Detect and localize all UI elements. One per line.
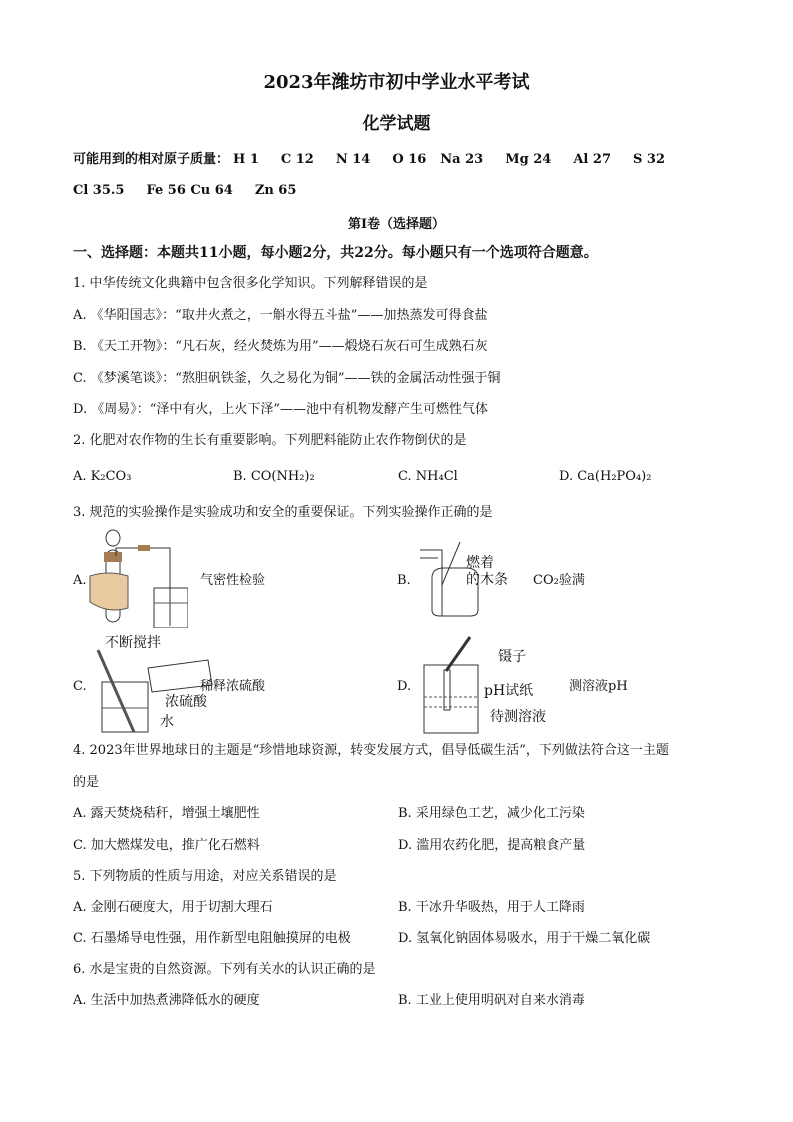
q2-option-b (233, 468, 315, 486)
water-label: 水 (160, 714, 174, 730)
q3-option-c-label: C. (73, 679, 87, 694)
option-label: C. (398, 469, 412, 484)
mass: S 32 (633, 152, 666, 167)
formula: Ca(H₂PO₄)₂ (577, 469, 652, 484)
mass: Zn 65 (254, 183, 297, 198)
formula: NH₄Cl (415, 469, 458, 484)
option-label: A. (73, 469, 87, 484)
dilute-acid-figure (88, 640, 218, 735)
part-title: 第Ⅰ卷（选择题） (347, 217, 446, 232)
mass: Al 27 (573, 152, 611, 167)
q2-stem: 2. 化肥对农作物的生长有重要影响。下列肥料能防止农作物倒伏的是 (73, 433, 467, 448)
section-title: 一、选择题：本题共11小题，每小题2分，共22分。每小题只有一个选项符合题意。 (73, 245, 598, 261)
q1-option-d: D. 《周易》：“泽中有火，上火下泽”——池中有机物发酵产生可燃性气体 (73, 402, 489, 417)
q3-option-b-label: B. (397, 573, 411, 588)
mass: O 16 (392, 152, 427, 167)
ph-test-figure (410, 635, 490, 735)
atomic-mass-line1 (73, 151, 687, 169)
q3-option-b-caption: CO₂验满 (533, 573, 585, 588)
formula: CO(NH₂)₂ (250, 469, 315, 484)
q1-stem: 1. 中华传统文化典籍中包含很多化学知识。下列解释错误的是 (73, 276, 428, 291)
burning-stick-label (466, 555, 508, 589)
page-title: 2023年潍坊市初中学业水平考试 (263, 72, 530, 93)
q1-option-c: C. 《梦溪笔谈》：“熬胆矾铁釜，久之易化为铜”——铁的金属活动性强于铜 (73, 371, 501, 386)
q1-option-a: A. 《华阳国志》：“取井火煮之，一斛水得五斗盐”——加热蒸发可得食盐 (73, 308, 488, 323)
mass: N 14 (335, 152, 371, 167)
q5-option-d: D. 氢氧化钠固体易吸水，用于干燥二氧化碳 (398, 931, 651, 946)
q3-option-a-label: A. (73, 573, 87, 588)
q2-option-d (559, 468, 651, 486)
q5-option-a: A. 金刚石硬度大，用于切割大理石 (73, 900, 273, 915)
q4-option-b: B. 采用绿色工艺，减少化工污染 (398, 806, 585, 821)
page-subtitle: 化学试题 (362, 114, 431, 134)
q3-option-a-caption: 气密性检验 (200, 573, 266, 588)
q5-option-c: C. 石墨烯导电性强，用作新型电阻触摸屏的电极 (73, 931, 351, 946)
q4-stem-cont: 的是 (73, 775, 100, 790)
q5-stem: 5. 下列物质的性质与用途，对应关系错误的是 (73, 869, 337, 884)
ph-paper-label: pH试纸 (484, 683, 534, 699)
q4-option-c: C. 加大燃煤发电，推广化石燃料 (73, 838, 260, 853)
q3-stem: 3. 规范的实验操作是实验成功和安全的重要保证。下列实验操作正确的是 (73, 505, 493, 520)
atomic-mass-label: 可能用到的相对原子质量： (73, 152, 230, 167)
q4-stem: 4. 2023年世界地球日的主题是“珍惜地球资源，转变发展方式，倡导低碳生活”，下列做法符合这一主题 (73, 743, 669, 758)
q1-option-b: B. 《天工开物》：“凡石灰，经火焚炼为用”——煅烧石灰石可生成熟石灰 (73, 339, 488, 354)
mass: Fe 56 Cu 64 (146, 183, 233, 198)
solution-label: 待测溶液 (490, 709, 546, 725)
q3-option-d-label: D. (397, 679, 412, 694)
mass: Cl 35.5 (73, 183, 125, 198)
mass: Na 23 (440, 152, 484, 167)
airtightness-test-figure (88, 528, 188, 628)
fig-label: 燃着 (466, 555, 494, 571)
stir-label: 不断搅拌 (105, 635, 161, 651)
option-label: D. (559, 469, 574, 484)
q4-option-a: A. 露天焚烧秸秆，增强土壤肥性 (73, 806, 260, 821)
q3-option-c-caption: 稀释浓硫酸 (200, 679, 266, 694)
tweezers-label: 镊子 (498, 649, 526, 665)
q2-option-a (73, 468, 131, 486)
q6-option-b: B. 工业上使用明矾对自来水消毒 (398, 993, 585, 1008)
formula: K₂CO₃ (90, 469, 132, 484)
q3-option-d-caption: 测溶液pH (569, 679, 628, 694)
q4-option-d: D. 滥用农药化肥，提高粮食产量 (398, 838, 586, 853)
conc-acid-label: 浓硫酸 (165, 694, 207, 710)
q5-option-b: B. 干冰升华吸热，用于人工降雨 (398, 900, 585, 915)
atomic-mass-line2 (73, 182, 318, 200)
option-label: B. (233, 469, 247, 484)
mass: C 12 (280, 152, 314, 167)
fig-label: 的木条 (466, 572, 508, 588)
mass: Mg 24 (505, 152, 552, 167)
q2-option-c (398, 468, 458, 486)
mass: H 1 (233, 152, 259, 167)
q6-option-a: A. 生活中加热煮沸降低水的硬度 (73, 993, 260, 1008)
q6-stem: 6. 水是宝贵的自然资源。下列有关水的认识正确的是 (73, 962, 376, 977)
